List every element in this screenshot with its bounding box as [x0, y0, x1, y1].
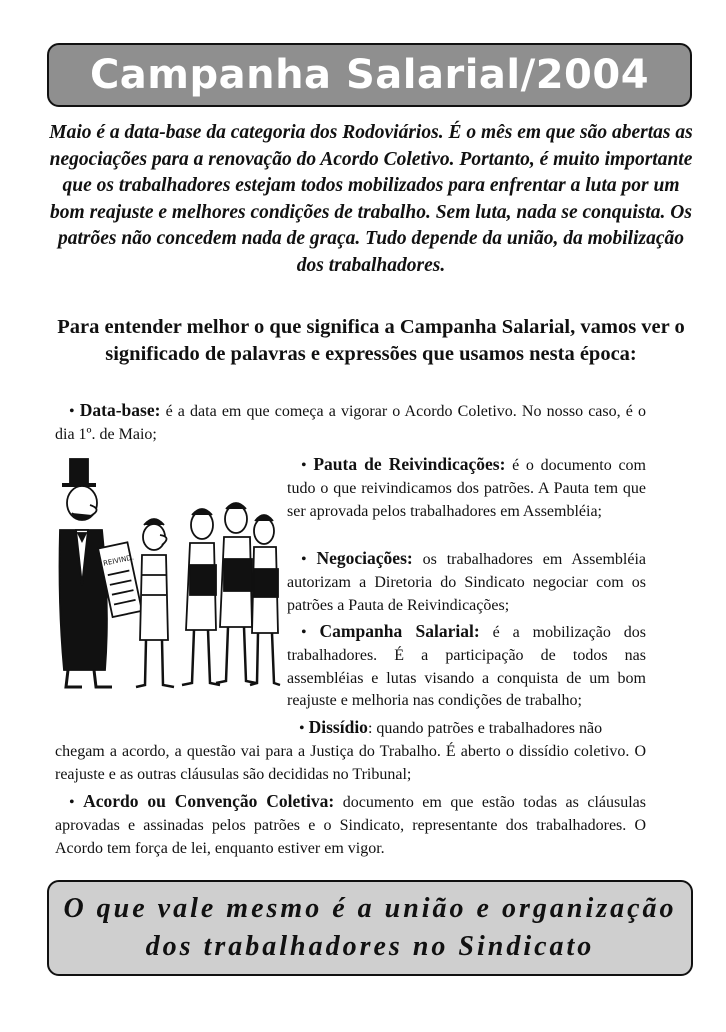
- slogan-banner: [47, 880, 693, 976]
- glossary-definition: documento em que estão todas as cláusulas aprovadas e assinadas pelos patrões e o Sindicato, representante dos trabalhadores. O Acordo tem força de lei, enquanto estiver em vigor.: [55, 794, 646, 857]
- slogan-text: [63, 890, 676, 966]
- intro-paragraph: Maio é a data-base da categoria dos Rodoviários. É o mês em que são abertas as negociações para a renovação do Acordo Coletivo. Portanto, é muito importante que os trabalhadores estejam todos mobilizados para enfrentar a luta por um bom reajuste e melhores condições de trabalho. Sem luta, nada se conquista. Os patrões não concedem nada de graça. Tudo depende da união, da mobilização dos trabalhadores.: [49, 122, 693, 276]
- bullet: •: [301, 551, 307, 568]
- slogan-line-2: dos trabalhadores no Sindicato: [145, 931, 595, 962]
- glossary-item-dissidio: [55, 716, 646, 786]
- glossary-definition: : quando patrões e trabalhadores não: [367, 720, 603, 737]
- glossary-term: Pauta de Reivindicações:: [313, 454, 506, 474]
- glossary-item-campanha: [287, 620, 646, 713]
- bullet: •: [301, 457, 307, 474]
- paper-label: REIVIND.: [102, 553, 135, 568]
- glossary-item-negociacoes: [287, 547, 646, 617]
- glossary-definition: é a mobilização dos trabalhadores. É a participação de todos nas assembléias e lutas visando a conquista de um bom reajuste e melhoria nas condições de trabalho;: [287, 624, 647, 710]
- glossary-item-data-base: [55, 399, 646, 447]
- glossary-item-pauta: [287, 453, 646, 523]
- lead-paragraph: Para entender melhor o que significa a Campanha Salarial, vamos ver o significado de palavras e expressões que usamos nesta época:: [57, 316, 685, 365]
- cartoon-illustration: [50, 455, 282, 700]
- glossary-term: Negociações:: [316, 548, 413, 568]
- bullet: •: [301, 624, 307, 641]
- glossary-definition-continued: chegam a acordo, a questão vai para a Justiça do Trabalho. É aberto o dissídio coletivo. O reajuste e as outras cláusulas são decididas no Tribunal;: [55, 742, 646, 783]
- bullet: •: [69, 794, 75, 811]
- glossary-term: Acordo ou Convenção Coletiva:: [83, 791, 335, 811]
- glossary-term: Dissídio: [308, 717, 368, 737]
- slogan-line-1: O que vale mesmo é a união e organização: [63, 893, 677, 924]
- glossary-term: Data-base:: [79, 400, 161, 420]
- title-banner: [47, 43, 692, 107]
- dissidio-lead-in: [299, 716, 646, 741]
- glossary-definition: é o documento com tudo o que reivindicamos dos patrões. A Pauta tem que ser aprovada pelos trabalhadores em Assembléia;: [287, 457, 646, 520]
- bullet: •: [69, 403, 75, 420]
- glossary-term: Campanha Salarial:: [319, 621, 480, 641]
- glossary-item-acordo: [55, 790, 646, 860]
- page-title: Campanha Salarial/2004: [89, 52, 650, 98]
- bullet: •: [299, 720, 305, 737]
- glossary-definition: é a data em que começa a vigorar o Acordo Coletivo. No nosso caso, é o dia 1º. de Maio;: [55, 403, 647, 443]
- glossary-definition: os trabalhadores em Assembléia autorizam a Diretoria do Sindicato negociar com os patrões a Pauta de Reivindicações;: [287, 551, 646, 614]
